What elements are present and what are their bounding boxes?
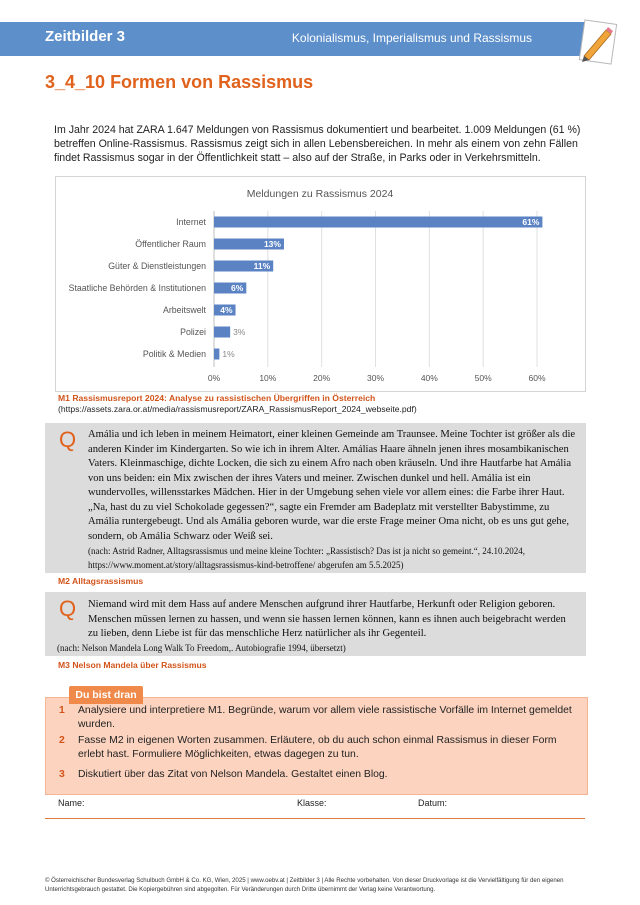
quote-text: Niemand wird mit dem Hass auf andere Menschen aufgrund ihrer Hautfarbe, Herkunft oder Religion geboren. Menschen müssen lernen zu hassen, und wenn sie hassen lernen können, kann es ihnen auch beigebracht werden zu lieben, denn Liebe ist für das menschliche Herz natürlicher als ihr Gegenteil. (88, 599, 566, 639)
task-tab: Du bist dran (69, 686, 143, 704)
category-label: Internet (176, 217, 206, 227)
quote-box-m2 (45, 423, 586, 573)
task-text: Diskutiert über das Zitat von Nelson Mandela. Gestaltet einen Blog. (78, 769, 388, 780)
x-tick-label: 0% (207, 373, 221, 383)
chart-title: Meldungen zu Rassismus 2024 (246, 188, 394, 200)
m3-caption: M3 Nelson Mandela über Rassismus (58, 660, 207, 670)
bar (214, 327, 230, 338)
quote-box-m3 (45, 592, 586, 656)
data-label: 6% (231, 283, 244, 293)
quote-mark: Q (59, 427, 77, 452)
date-field-label: Datum: (418, 798, 448, 808)
quote-source: (nach: Astrid Radner, Alltagsrassismus und meine kleine Tochter: „Rassistisch? Das ist ja nicht so gemeint.“, 24.10.2024, https://www.moment.at/story/alltagsrassismus-kind-betroffene/ abgerufen am 5.5.2025) (88, 546, 526, 570)
page-title: 3_4_10 Formen von Rassismus (45, 72, 314, 92)
task-text: Fasse M2 in eigenen Worten zusammen. Erläutere, ob du auch schon einmal Rassismus in dieser Form erlebt hast. Formuliere Möglichkeiten, etwas dagegen zu tun. (78, 735, 557, 760)
data-label: 4% (220, 305, 233, 315)
category-label: Polizei (180, 327, 206, 337)
category-label: Güter & Dienstleistungen (108, 261, 206, 271)
quote-source: (nach: Nelson Mandela Long Walk To Freedom,. Autobiografie 1994, übersetzt) (57, 643, 346, 653)
data-label: 1% (222, 349, 235, 359)
category-label: Öffentlicher Raum (135, 239, 206, 249)
data-label: 13% (263, 239, 281, 249)
page-header (0, 22, 588, 56)
chart-frame (55, 176, 586, 392)
x-tick-label: 30% (366, 373, 385, 383)
m1-caption: M1 Rassismusreport 2024: Analyse zu rassistischen Übergriffen in Österreich (58, 393, 376, 403)
task-number: 1 (59, 705, 65, 716)
task-number: 2 (59, 735, 65, 746)
category-label: Politik & Medien (142, 349, 206, 359)
task-number: 3 (59, 769, 65, 780)
x-tick-label: 20% (313, 373, 331, 383)
x-tick-label: 10% (259, 373, 277, 383)
x-tick-label: 50% (474, 373, 492, 383)
data-label: 61% (522, 217, 540, 227)
intro-text: Im Jahr 2024 hat ZARA 1.647 Meldungen von Rassismus dokumentiert und bearbeitet. 1.009 Meldungen (61 %) betreffen Online-Rassismus. Rassismus zeigt sich in allen Lebensbereichen. In mehr als einem von zehn Fällen findet Rassismus sogar in der Öffentlichkeit statt – also auf der Straße, in Parks oder in Verkehrsmitteln. (54, 124, 581, 164)
quote-mark: Q (59, 596, 77, 621)
category-label: Arbeitswelt (162, 305, 206, 315)
copyright-footer: © Österreichischer Bundesverlag Schulbuch GmbH & Co. KG, Wien, 2025 | www.oebv.at | Zeitbilder 3 | Alle Rechte vorbehalten. Von dieser Druckvorlage ist die Vervielfältigung für den eigenen Unterrichtsgebrauch gestattet. Die Kopiergebühren sind abgegolten. Für Veränderungen durch Dritte übernimmt der Verlag keine Verantwortung. (45, 877, 564, 893)
bar (214, 217, 542, 228)
chapter-topic: Kolonialismus, Imperialismus und Rassismus (291, 31, 532, 45)
m1-source: (https://assets.zara.or.at/media/rassismusreport/ZARA_RassismusReport_2024_webseite.pdf) (58, 404, 417, 414)
divider-line (45, 818, 585, 819)
category-label: Staatliche Behörden & Institutionen (68, 283, 206, 293)
data-label: 11% (253, 261, 271, 271)
bar (214, 349, 219, 360)
task-text: Analysiere und interpretiere M1. Begründe, warum vor allem viele rassistische Vorfälle im Internet gemeldet wurden. (78, 705, 572, 730)
x-tick-label: 60% (528, 373, 546, 383)
m2-caption: M2 Alltagsrassismus (58, 576, 144, 586)
data-label: 3% (233, 327, 246, 337)
book-title: Zeitbilder 3 (45, 28, 126, 45)
x-tick-label: 40% (420, 373, 438, 383)
pencil-paper-icon (572, 16, 624, 68)
bar-chart (56, 177, 585, 391)
quote-text: Amália und ich leben in meinem Heimatort, einer kleinen Gemeinde am Traunsee. Meine Tochter ist größer als die anderen Kinder im Kindergarten. So wie ich in ihrem Alter. Amálias Haare ähneln jenen ihres mosambikanischen Vaters. Kleinmaschige, dichte Locken, die sich zu einem Afro nach oben kräuseln. Und ihre Hautfarbe hat Amália von uns beiden: ein Mix zwischen der ihres Vaters und meiner. Zwischen dunkel und hell. Amália ist ein wundervolles, willensstarkes Mädchen. Hier in der Umgebung sehen viele vor allem eines: die Farbe ihrer Haut. „Na, hast du zu viel Schokolade gegessen?“, sagte ein Fremder am Badeplatz mit verstellter Babystimme, zu Amália runtergebeugt. Und als Amália geboren wurde, war die erste Frage meiner Oma nicht, ob es uns gut gehe, sondern, ob Amália Schwarz oder Weiß sei. (88, 429, 576, 542)
name-field-label: Name: (58, 798, 85, 808)
class-field-label: Klasse: (297, 798, 327, 808)
